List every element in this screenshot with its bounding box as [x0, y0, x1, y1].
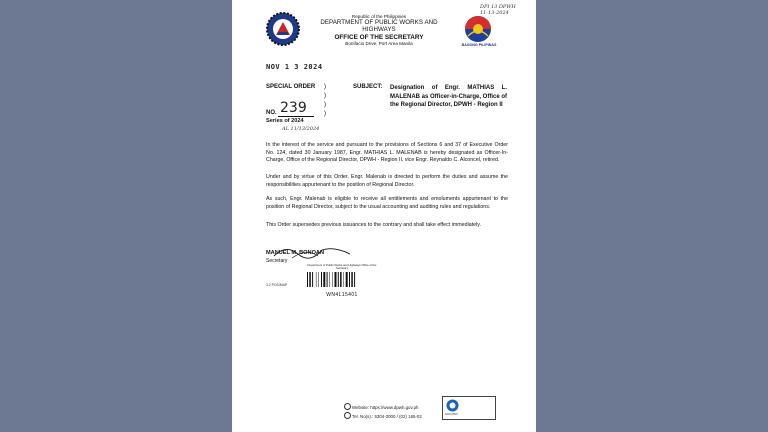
barcode-caption: Department of Public Works and Highways Office of the Secretary — [307, 263, 377, 271]
paren: ) — [324, 93, 326, 99]
number-underline — [278, 116, 314, 117]
barcode-bar — [332, 272, 333, 287]
bagong-pilipinas-logo-icon — [460, 14, 496, 44]
footer-website — [344, 403, 422, 412]
barcode-bar — [323, 272, 325, 287]
handwritten-date: AL 11/13/2024 — [282, 126, 320, 132]
subject-label: SUBJECT: — [353, 84, 383, 90]
office-name: OFFICE OF THE SECRETARY — [334, 33, 424, 41]
barcode-bar — [307, 272, 308, 287]
special-order-number: 239 — [280, 100, 307, 116]
footer-tel — [344, 412, 422, 421]
received-stamp — [480, 4, 516, 16]
document-page — [232, 0, 536, 432]
office-address: Bonifacio Drive, Port Area Manila — [345, 40, 413, 46]
body-paragraph-1: In the interest of the service and pursuant to the provisions of Sections 6 and 37 of Executive Order No. 124, dated 30 January 1987, Engr. MATHIAS L. MALENAB is hereby designated as Officer-In-Charge, Office of the Regional Director, DPWH - Region II, vice Engr. Reynaldo C. Alconcel, retired. — [266, 142, 508, 164]
stamp-date: 11-13-2024 — [480, 10, 509, 16]
footer-contacts — [344, 403, 422, 421]
number-label: NO. — [266, 110, 277, 116]
document-barcode — [306, 264, 378, 298]
phone-icon — [344, 412, 351, 419]
barcode-bar — [343, 272, 344, 287]
barcode-bar — [340, 272, 342, 287]
order-date: NOV 1 3 2024 — [266, 63, 323, 71]
paren: ) — [324, 102, 326, 108]
signatory-title: Secretary — [266, 258, 288, 264]
body-paragraph-4: This Order supersedes previous issuances to the contrary and shall take effect immediately. — [266, 222, 482, 228]
dpwh-seal-icon — [266, 12, 300, 46]
certification-badge — [442, 396, 496, 420]
barcode-bar — [349, 272, 350, 287]
barcode-bar — [335, 272, 337, 287]
barcode-bar — [354, 272, 355, 287]
department-name: DEPARTMENT OF PUBLIC WORKS AND HIGHWAYS — [320, 19, 438, 34]
special-order-label: SPECIAL ORDER — [266, 84, 316, 90]
paren: ) — [324, 111, 326, 117]
tel-text: Tel. No(s).: 5304-3000 / (02) 165-02 — [352, 413, 422, 419]
barcode-bar — [318, 272, 319, 287]
letterhead — [304, 14, 454, 46]
body-paragraph-2: Under and by virtue of this Order, Engr. Malenab is directed to perform the duties and assume the responsibilities appurtenant to the position of Regional Director. — [266, 174, 508, 188]
paren: ) — [324, 84, 326, 90]
barcode-bar — [312, 272, 313, 287]
subject-text: Designation of Engr. MATHIAS L. MALENAB as Officer-in-Charge, Office of the Regional Director, DPWH - Region II — [390, 85, 508, 109]
globe-icon — [344, 403, 351, 410]
cert-label: SOCOTEC — [445, 413, 458, 416]
barcode-bar — [351, 272, 353, 287]
barcode-bar — [316, 272, 317, 287]
barcode-bar — [321, 272, 322, 287]
stamp-line: DPI 13 DPWH — [480, 4, 516, 10]
barcode-bar — [309, 272, 311, 287]
barcode-bar — [329, 272, 330, 287]
reference-code: 3.2 POS/MAP — [266, 283, 288, 287]
barcode-bar — [346, 272, 348, 287]
barcode-bar — [338, 272, 339, 287]
bagong-pilipinas-label: BAGONG PILIPINAS — [461, 43, 497, 47]
barcode-bar — [327, 272, 328, 287]
website-text: Website: https://www.dpwh.gov.ph — [352, 405, 419, 410]
signatory-name: MANUEL M. BONOAN — [266, 250, 325, 256]
body-paragraph-3: As such, Engr. Malenab is eligible to receive all entitlements and emoluments appurtenant to the position of Regional Director, subject to the usual accounting and auditing rules and regulations. — [266, 196, 508, 210]
series-label: Series of 2024 — [266, 118, 304, 124]
barcode-id: WN4L15401 — [326, 291, 358, 298]
republic-line: Republic of the Philippines — [351, 14, 407, 19]
barcode-icon — [306, 272, 378, 287]
socotec-logo-icon — [446, 399, 459, 412]
